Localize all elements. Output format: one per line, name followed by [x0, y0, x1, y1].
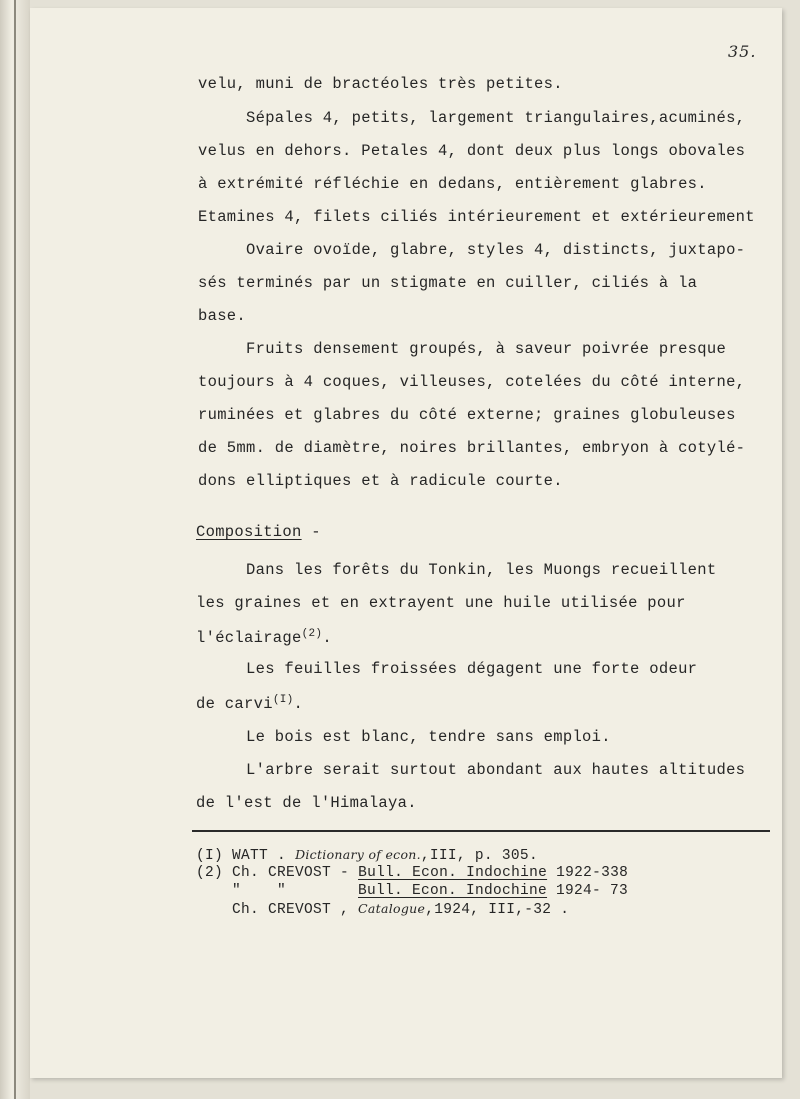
section-line: [196, 624, 332, 648]
footnote-author: Ch. CREVOST -: [232, 865, 359, 881]
section-heading-dash: -: [301, 523, 321, 541]
section-line: Dans les forêts du Tonkin, les Muongs recueillent: [246, 561, 717, 579]
section-line: les graines et en extrayent une huile utilisée pour: [196, 594, 686, 612]
handwritten-annotation: Catalogue: [358, 901, 426, 916]
body-line: Fruits densement groupés, à saveur poivrée presque: [246, 340, 727, 358]
footnote-number: (I): [196, 848, 224, 864]
section-heading: [196, 522, 321, 542]
section-line-text: de carvi: [196, 695, 273, 714]
section-heading-text: Composition: [196, 523, 302, 541]
section-line: de l'est de l'Himalaya.: [196, 794, 417, 812]
section-line-text: l'éclairage: [196, 629, 302, 648]
footnote-ref-2: (2): [301, 628, 323, 640]
handwritten-annotation: Dictionary of econ.: [295, 847, 421, 862]
footnote-divider: [192, 830, 770, 832]
footnote-2: [196, 863, 628, 883]
footnote-author: WATT .: [232, 848, 287, 864]
footnote-4: [232, 899, 569, 920]
body-line: dons elliptiques et à radicule courte.: [198, 472, 563, 490]
footnote-ref: 1924- 73: [547, 883, 629, 899]
section-line: [196, 690, 303, 714]
binding-edge: [14, 0, 16, 1099]
footnote-ref: 1922-338: [547, 865, 629, 881]
footnote-ref-1: (I): [272, 694, 294, 706]
body-line: ruminées et glabres du côté externe; graines globuleuses: [198, 406, 736, 424]
body-line: sés terminés par un stigmate en cuiller, ciliés à la: [198, 274, 698, 292]
section-line: L'arbre serait surtout abondant aux hautes altitudes: [246, 761, 746, 779]
section-line-end: .: [293, 695, 304, 714]
footnote-ref: ,III, p. 305.: [420, 848, 538, 864]
body-line: base.: [198, 307, 247, 325]
body-line: Ovaire ovoïde, glabre, styles 4, distincts, juxtapo-: [246, 241, 746, 259]
footnote-3: [232, 881, 628, 901]
footnote-ref: ,1924, III,-32 .: [425, 902, 570, 918]
body-line: à extrémité réfléchie en dedans, entièrement glabres.: [198, 175, 707, 193]
footnote-journal: Bull. Econ. Indochine: [358, 865, 548, 881]
section-line-end: .: [322, 629, 332, 648]
body-line: Etamines 4, filets ciliés intérieurement et extérieurement: [198, 208, 755, 226]
footnote-author: Ch. CREVOST ,: [232, 902, 350, 918]
body-line: de 5mm. de diamètre, noires brillantes, embryon à cotylé-: [198, 439, 746, 457]
section-line: Les feuilles froissées dégagent une forte odeur: [246, 660, 698, 678]
body-line: velus en dehors. Petales 4, dont deux plus longs obovales: [198, 142, 746, 160]
page-number: 35.: [728, 42, 757, 61]
footnote-journal: Bull. Econ. Indochine: [358, 883, 548, 899]
body-line: velu, muni de bractéoles très petites.: [198, 75, 563, 93]
ditto-marks: " ": [232, 883, 287, 899]
body-line: toujours à 4 coques, villeuses, cotelées du côté interne,: [198, 373, 746, 391]
body-line: Sépales 4, petits, largement triangulaires,acuminés,: [246, 109, 746, 127]
section-line: Le bois est blanc, tendre sans emploi.: [246, 728, 611, 746]
footnote-number: (2): [196, 865, 224, 881]
